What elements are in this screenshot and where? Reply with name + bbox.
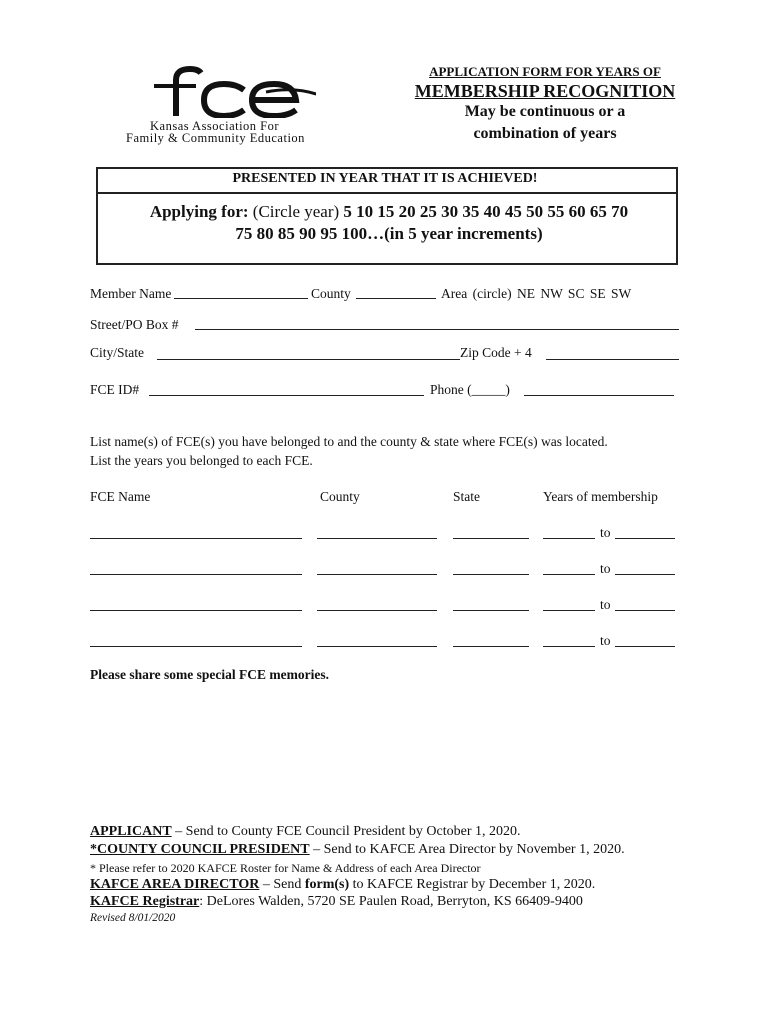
phone-field[interactable] [524, 395, 674, 396]
footer-director [90, 877, 595, 893]
instructions-line1: List name(s) of FCE(s) you have belonged to and the county & state where FCE(s) was located. [90, 434, 608, 449]
header-county: County [320, 489, 360, 504]
fce-logo-mark [146, 66, 316, 118]
council-label: *COUNTY COUNCIL PRESIDENT [90, 842, 310, 857]
county-field[interactable] [317, 574, 437, 575]
applying-for-label: Applying for: [149, 202, 249, 221]
county-field[interactable] [356, 298, 436, 299]
years-to-field[interactable] [615, 610, 675, 611]
county-field[interactable] [317, 610, 437, 611]
phone-label: Phone (_____) [430, 382, 510, 397]
form-subtitle-line1: May be continuous or a [464, 103, 626, 120]
street-label: Street/PO Box # [90, 317, 179, 332]
revised-date: Revised 8/01/2020 [90, 912, 176, 924]
to-label: to [600, 633, 611, 648]
county-label: County [311, 286, 351, 301]
memories-prompt: Please share some special FCE memories. [90, 667, 329, 682]
fce-name-field[interactable] [90, 574, 302, 575]
header-fce-name: FCE Name [90, 489, 151, 504]
fce-id-field[interactable] [149, 395, 424, 396]
to-label: to [600, 597, 611, 612]
city-state-label: City/State [90, 345, 144, 360]
years-to-field[interactable] [615, 538, 675, 539]
street-field[interactable] [195, 329, 679, 330]
footer-registrar [90, 894, 583, 910]
director-text-a: – Send [259, 877, 305, 892]
years-options-2[interactable]: 75 80 85 90 95 100…(in 5 year increments) [235, 224, 543, 243]
years-from-field[interactable] [543, 574, 595, 575]
years-from-field[interactable] [543, 646, 595, 647]
footer-council [90, 842, 625, 858]
header-state: State [453, 489, 480, 504]
director-text-b: to KAFCE Registrar by December 1, 2020. [349, 877, 596, 892]
council-text: – Send to KAFCE Area Director by November 1, 2020. [309, 842, 625, 857]
zip-label: Zip Code + 4 [460, 345, 532, 360]
box-title: PRESENTED IN YEAR THAT IT IS ACHIEVED! [232, 171, 538, 186]
director-form: form(s) [304, 877, 350, 892]
fce-name-field[interactable] [90, 610, 302, 611]
fce-name-field[interactable] [90, 646, 302, 647]
registrar-label: KAFCE Registrar [90, 894, 200, 909]
applying-for-text [106, 201, 672, 245]
registrar-text: : DeLores Walden, 5720 SE Paulen Road, Berryton, KS 66409-9400 [199, 894, 583, 909]
logo-tagline-2: Family & Community Education [126, 131, 305, 145]
member-name-field[interactable] [174, 298, 308, 299]
director-label: KAFCE AREA DIRECTOR [90, 877, 260, 892]
header-years: Years of membership [543, 489, 658, 504]
applicant-text: – Send to County FCE Council President by October 1, 2020. [171, 824, 521, 839]
to-label: to [600, 525, 611, 540]
zip-field[interactable] [546, 359, 679, 360]
form-title-line1: APPLICATION FORM FOR YEARS OF [429, 64, 661, 79]
years-options-1[interactable]: 5 10 15 20 25 30 35 40 45 50 55 60 65 70 [343, 202, 629, 221]
state-field[interactable] [453, 538, 529, 539]
years-to-field[interactable] [615, 646, 675, 647]
fce-name-field[interactable] [90, 538, 302, 539]
county-field[interactable] [317, 538, 437, 539]
kafce-logo [118, 66, 333, 146]
circle-year-note: (Circle year) [252, 202, 340, 221]
county-field[interactable] [317, 646, 437, 647]
state-field[interactable] [453, 574, 529, 575]
form-subtitle-line2: combination of years [473, 125, 617, 142]
memories-area[interactable] [90, 690, 680, 810]
years-to-field[interactable] [615, 574, 675, 575]
fce-id-label: FCE ID# [90, 382, 140, 397]
to-label: to [600, 561, 611, 576]
years-from-field[interactable] [543, 610, 595, 611]
roster-note: * Please refer to 2020 KAFCE Roster for Name & Address of each Area Director [90, 861, 481, 875]
footer-applicant [90, 824, 521, 840]
instructions-line2: List the years you belonged to each FCE. [90, 453, 313, 468]
box-divider [96, 192, 678, 194]
state-field[interactable] [453, 646, 529, 647]
years-from-field[interactable] [543, 538, 595, 539]
form-title-line2: MEMBERSHIP RECOGNITION [414, 81, 676, 101]
area-circle-options[interactable]: Area (circle) NE NW SC SE SW [441, 286, 632, 301]
logo-tagline-1: Kansas Association For [150, 119, 280, 133]
state-field[interactable] [453, 610, 529, 611]
applicant-label: APPLICANT [90, 824, 172, 839]
member-name-label: Member Name [90, 286, 172, 301]
city-state-field[interactable] [157, 359, 460, 360]
